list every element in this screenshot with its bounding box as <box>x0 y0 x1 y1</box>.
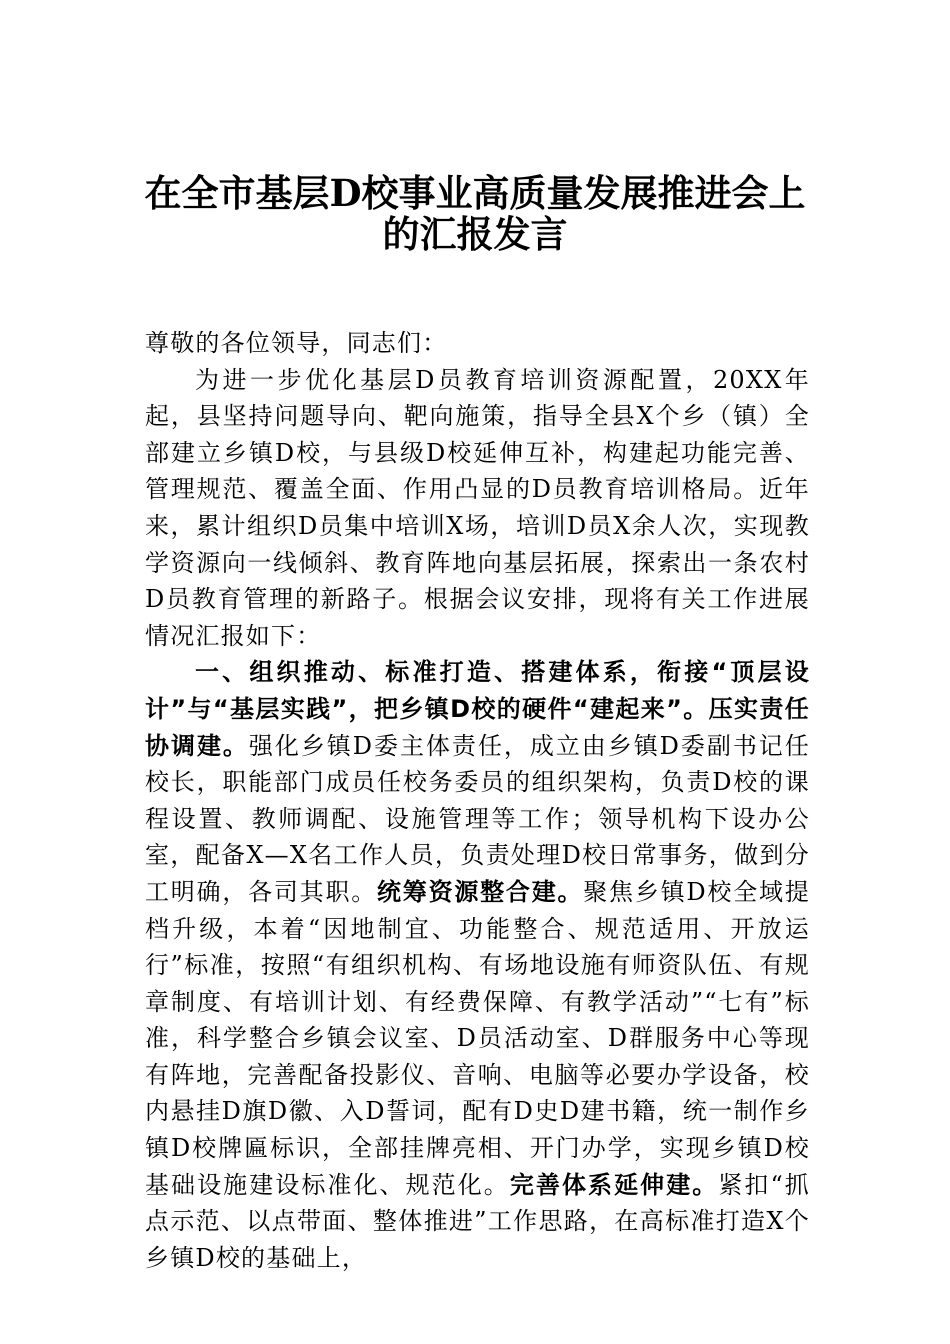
subsection-1-title: 压实责任协调建。 <box>145 694 810 760</box>
paragraph-intro: 为进一步优化基层D员教育培训资源配置，20XX年起，县坚持问题导向、靶向施策，指导全县X个乡（镇）全部建立乡镇D校，与县级D校延伸互补，构建起功能完善、管理规范、覆盖全面、作用凸显的D员教育培训格局。近年来，累计组织D员集中培训X场，培训D员X余人次，实现教学资源向一线倾斜、教育阵地向基层拓展，探索出一条农村D员教育管理的新路子。根据会议安排，现将有关工作进展情况汇报如下： <box>145 365 810 650</box>
subsection-3-title: 完善体系延伸建。 <box>509 1170 719 1199</box>
document-title-line-2: 的汇报发言 <box>382 212 568 256</box>
subsection-1-text: 强化乡镇D委主体责任，成立由乡镇D委副书记任校长，职能部门成员任校务委员的组织架构，负责D校的课程设置、教师调配、设施管理等工作；领导机构下设办公室，配备X—X名工作人员，负责处理D校日常事务，做到分工明确，各司其职。 <box>145 731 810 906</box>
subsection-3-text: 紧扣“抓点示范、以点带面、整体推进”工作思路，在高标准打造X个乡镇D校的基础上， <box>145 1170 810 1272</box>
subsection-2-title: 统筹资源整合建。 <box>377 877 584 906</box>
salutation: 尊敬的各位领导，同志们： <box>145 329 448 357</box>
document-body <box>145 325 810 1276</box>
document-title-line-1: 在全市基层D校事业高质量发展推进会上 <box>144 171 806 215</box>
section-1-heading: 一、组织推动、标准打造、搭建体系，衔接“顶层设计”与“基层实践”，把乡镇D校的硬件“建起来”。 <box>145 658 810 723</box>
subsection-2-text: 聚焦乡镇D校全域提档升级，本着“因地制宜、功能整合、规范适用、开放运行”标准，按照“有组织机构、有场地设施有师资队伍、有规章制度、有培训计划、有经费保障、有教学活动”“七有”标准，科学整合乡镇会议室、D员活动室、D群服务中心等现有阵地，完善配备投影仪、音响、电脑等必要办学设备，校内悬挂D旗D徽、入D誓词，配有D史D建书籍，统一制作乡镇D校牌匾标识，全部挂牌亮相、开门办学，实现乡镇D校基础设施建设标准化、规范化。 <box>145 877 810 1199</box>
paragraph-section-1 <box>145 654 810 1276</box>
